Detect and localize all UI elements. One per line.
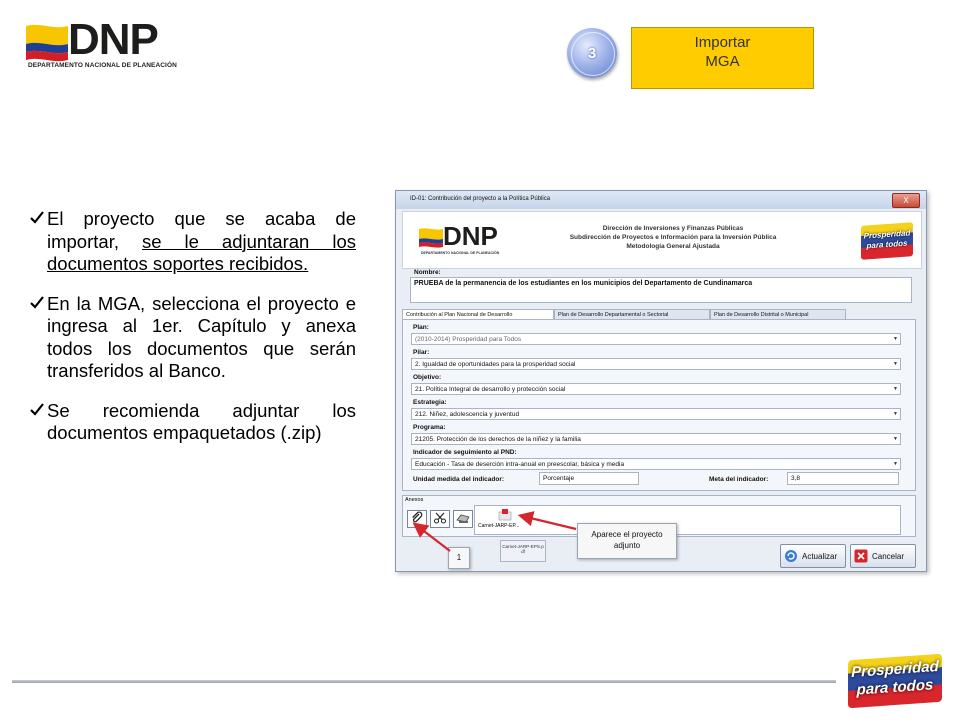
- indicador-label: Indicador de seguimiento al PND:: [413, 449, 517, 456]
- dragged-file-label: Carnet-JARP-EPS.pdf: [500, 540, 546, 562]
- annotation-arrows: [396, 191, 926, 571]
- meta-field[interactable]: 3,8: [787, 472, 899, 485]
- footer-prosperidad-text-1: Prosperidad: [851, 657, 939, 682]
- import-line-2: MGA: [705, 53, 740, 70]
- footer-prosperidad-text-2: para todos: [856, 676, 934, 699]
- banner-line-1: Dirección de Inversiones y Finanzas Públicas: [602, 225, 744, 232]
- chevron-down-icon: ▼: [893, 336, 898, 342]
- plan-select[interactable]: (2010-2014) Prosperidad para Todos ▼: [411, 333, 901, 345]
- bullet-1-text: El proyecto que se acaba de importar,: [47, 208, 356, 252]
- objetivo-label: Objetivo:: [413, 374, 442, 381]
- estrategia-select[interactable]: 212. Niñez, adolescencia y juventud ▼: [411, 408, 901, 420]
- anexos-label: Anexos: [405, 497, 424, 503]
- prosperidad-text-2: para todos: [866, 238, 908, 251]
- chevron-down-icon: ▼: [893, 461, 898, 467]
- bullet-1-underlined: se le adjuntaran los documentos soportes recibidos.: [47, 230, 356, 274]
- actualizar-button[interactable]: Actualizar: [780, 544, 846, 568]
- close-button[interactable]: X: [892, 193, 920, 208]
- colombia-flag-icon: [24, 22, 70, 62]
- bullet-item: [30, 400, 356, 445]
- mga-window: [395, 190, 927, 572]
- bullet-2-text: En la MGA, selecciona el proyecto e ingresa al 1er. Capítulo y anexa todos los documentos que serán transferidos al Banco.: [47, 292, 356, 381]
- import-line-1: Importar: [694, 34, 751, 51]
- tab-plan-municipal[interactable]: Plan de Desarrollo Distrital o Municipal: [710, 309, 846, 320]
- objetivo-select[interactable]: 21. Política Integral de desarrollo y protección social ▼: [411, 383, 901, 395]
- estrategia-label: Estrategia:: [413, 399, 447, 406]
- tab-plan-departamental[interactable]: Plan de Desarrollo Departamental o Sectorial: [554, 309, 710, 320]
- footer-divider: [12, 680, 836, 683]
- attachment-file-name[interactable]: Carnet-JARP-EP...: [478, 523, 520, 529]
- checkmark-icon: [30, 210, 44, 224]
- banner-line-3: Metodología General Ajustada: [626, 243, 720, 250]
- banner-dnp-logo: DNP: [443, 221, 498, 251]
- banner-line-2: Subdirección de Proyectos e Información para la Inversión Pública: [569, 234, 777, 241]
- cancelar-button[interactable]: Cancelar: [850, 544, 916, 568]
- footer-prosperidad-logo: [848, 654, 942, 709]
- prosperidad-text-1: Prosperidad: [863, 228, 911, 241]
- nombre-label: Nombre:: [414, 269, 441, 276]
- unidad-field[interactable]: Porcentaje: [539, 472, 639, 485]
- checkmark-icon: [30, 295, 44, 309]
- programa-select[interactable]: 21205. Protección de los derechos de la niñez y la familia ▼: [411, 433, 901, 445]
- meta-label: Meta del indicador:: [709, 476, 769, 483]
- dnp-logo-subtitle: DEPARTAMENTO NACIONAL DE PLANEACIÓN: [28, 62, 177, 69]
- programa-label: Programa:: [413, 424, 446, 431]
- callout-adjunto: Aparece el proyecto adjunto: [577, 523, 677, 559]
- tab-plan-nacional[interactable]: Contribución al Plan Nacional de Desarrollo: [402, 309, 554, 320]
- step-badge: 3: [567, 28, 617, 78]
- nombre-field[interactable]: PRUEBA de la permanencia de los estudiantes en los municipios del Departamento de Cundinamarca: [410, 277, 912, 303]
- import-mga-box: [631, 27, 814, 89]
- pilar-select[interactable]: 2. Igualdad de oportunidades para la prosperidad social ▼: [411, 358, 901, 370]
- callout-step-one: 1: [448, 547, 470, 569]
- bullet-3-text: Se recomienda adjuntar los documentos empaquetados (.zip): [47, 399, 356, 443]
- indicador-select[interactable]: Educación - Tasa de deserción intra-anual en preescolar, básica y media ▼: [411, 458, 901, 470]
- dnp-logo-text: DNP: [68, 15, 158, 64]
- pilar-label: Pilar:: [413, 349, 430, 356]
- banner-dnp-subtitle: DEPARTAMENTO NACIONAL DE PLANEACIÓN: [421, 251, 500, 255]
- bullet-item: [30, 208, 356, 276]
- chevron-down-icon: ▼: [893, 436, 898, 442]
- chevron-down-icon: ▼: [893, 386, 898, 392]
- bullet-item: [30, 293, 356, 383]
- unidad-label: Unidad medida del indicador:: [413, 476, 505, 483]
- arrow-to-attach-button: [416, 525, 450, 551]
- plan-label: Plan:: [413, 324, 429, 331]
- chevron-down-icon: ▼: [893, 361, 898, 367]
- instruction-list: [30, 208, 356, 462]
- arrow-to-attachment: [522, 516, 576, 529]
- checkmark-icon: [30, 402, 44, 416]
- window-title: ID-01: Contribución del proyecto a la Política Pública: [410, 196, 551, 202]
- chevron-down-icon: ▼: [893, 411, 898, 417]
